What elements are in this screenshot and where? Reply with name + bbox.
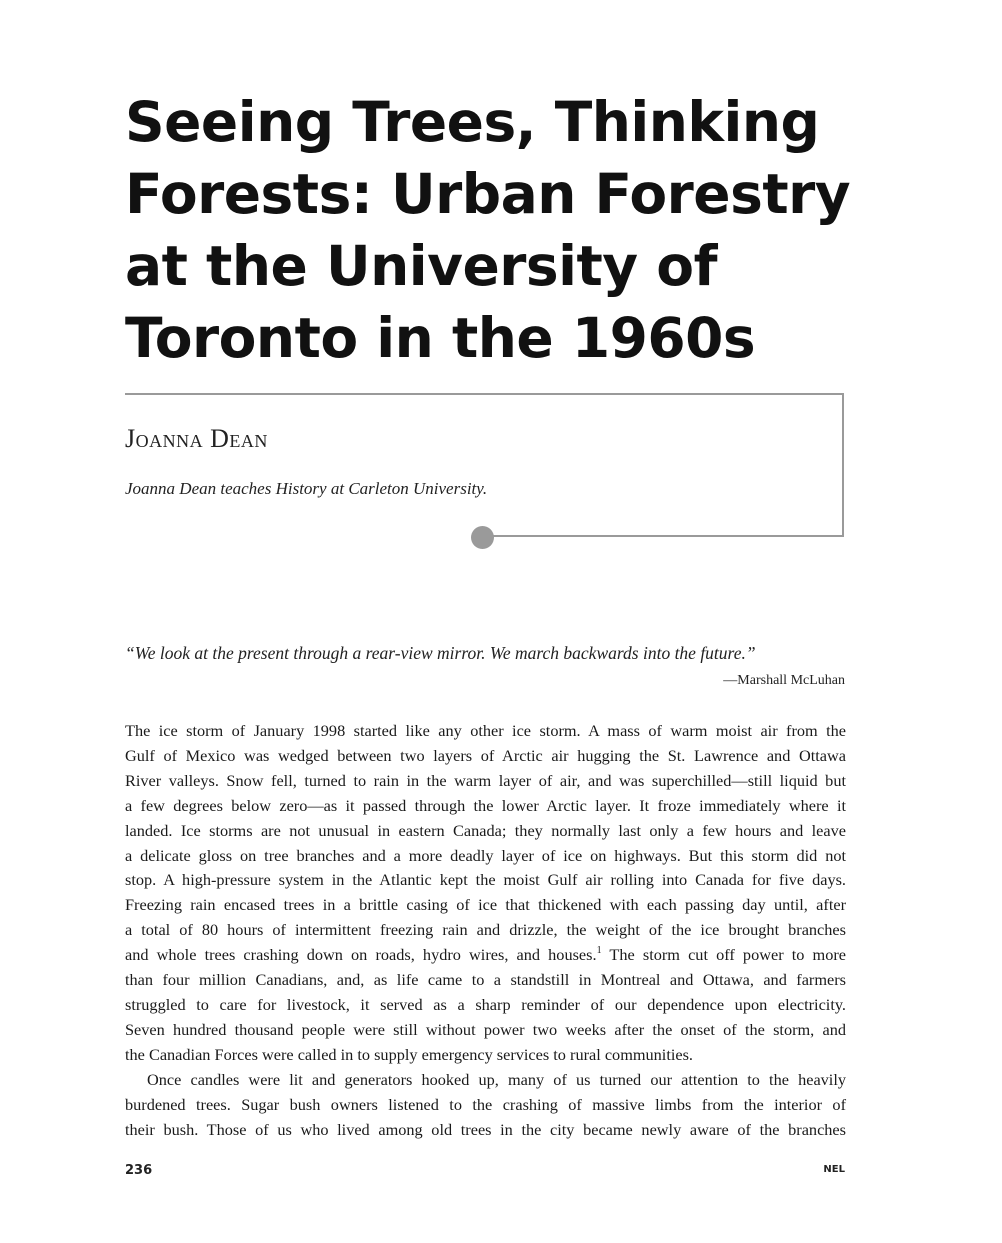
body-line: landed. Ice storms are not unusual in eastern Canada; they normally last only a few hours and leave (125, 820, 846, 840)
footnote-marker[interactable]: 1 (596, 945, 602, 957)
body-text (125, 719, 846, 1142)
body-line: a total of 80 hours of intermittent freezing rain and drizzle, the weight of the ice brought branches (125, 920, 846, 940)
body-line-part: The storm cut off power to more (601, 945, 847, 965)
body-line: Freezing rain encased trees in a brittle casing of ice that thickened with each passing day until, after (125, 895, 846, 915)
body-line: stop. A high-pressure system in the Atlantic kept the moist Gulf air rolling into Canada for five days. (125, 870, 846, 890)
body-line-with-footnote (125, 943, 846, 968)
author-bio: Joanna Dean teaches History at Carleton University. (125, 479, 488, 498)
body-line: Seven hundred thousand people were still without power two weeks after the onset of the storm, and (125, 1019, 846, 1039)
body-line: struggled to care for livestock, it served as a sharp reminder of our dependence upon electricity. (125, 994, 846, 1014)
title-line: Toronto in the 1960s (125, 306, 756, 370)
body-line: Once candles were lit and generators hooked up, many of us turned our attention to the heavily (147, 1069, 846, 1089)
publisher-mark: NEL (823, 1164, 845, 1175)
body-line: the Canadian Forces were called in to supply emergency services to rural communities. (125, 1044, 694, 1064)
frame-gap (125, 520, 485, 545)
body-line: a few degrees below zero—as it passed through the lower Arctic layer. It froze immediately where it (125, 795, 846, 815)
body-line-part: and whole trees crashing down on roads, hydro wires, and houses. (125, 945, 597, 965)
epigraph-quote: “We look at the present through a rear-view mirror. We march backwards into the future.” (125, 643, 756, 663)
epigraph (125, 641, 845, 690)
page-number: 236 (125, 1163, 153, 1178)
body-line: than four million Canadians, and, as life came to a standstill in Montreal and Ottawa, and farmers (125, 970, 846, 990)
author-name: Joanna Dean (125, 424, 268, 453)
epigraph-attribution: —Marshall McLuhan (723, 673, 845, 688)
title-line: Forests: Urban Forestry (125, 162, 851, 226)
author-frame (125, 393, 844, 537)
title-line: Seeing Trees, Thinking (125, 90, 820, 154)
body-line: burdened trees. Sugar bush owners listened to the crashing of massive limbs from the interior of (125, 1094, 846, 1114)
article-title (125, 86, 851, 374)
body-line: River valleys. Snow fell, turned to rain in the warm layer of air, and was superchilled—still liquid but (125, 770, 846, 790)
title-line: at the University of (125, 234, 717, 298)
frame-dot-ornament (471, 526, 494, 549)
body-line: their bush. Those of us who lived among old trees in the city became newly aware of the branches (125, 1119, 846, 1139)
body-line: Gulf of Mexico was wedged between two layers of Arctic air hugging the St. Lawrence and Ottawa (125, 745, 846, 765)
body-line: The ice storm of January 1998 started like any other ice storm. A mass of warm moist air from the (125, 721, 846, 740)
body-line: a delicate gloss on tree branches and a more deadly layer of ice on highways. But this storm did not (125, 845, 846, 865)
